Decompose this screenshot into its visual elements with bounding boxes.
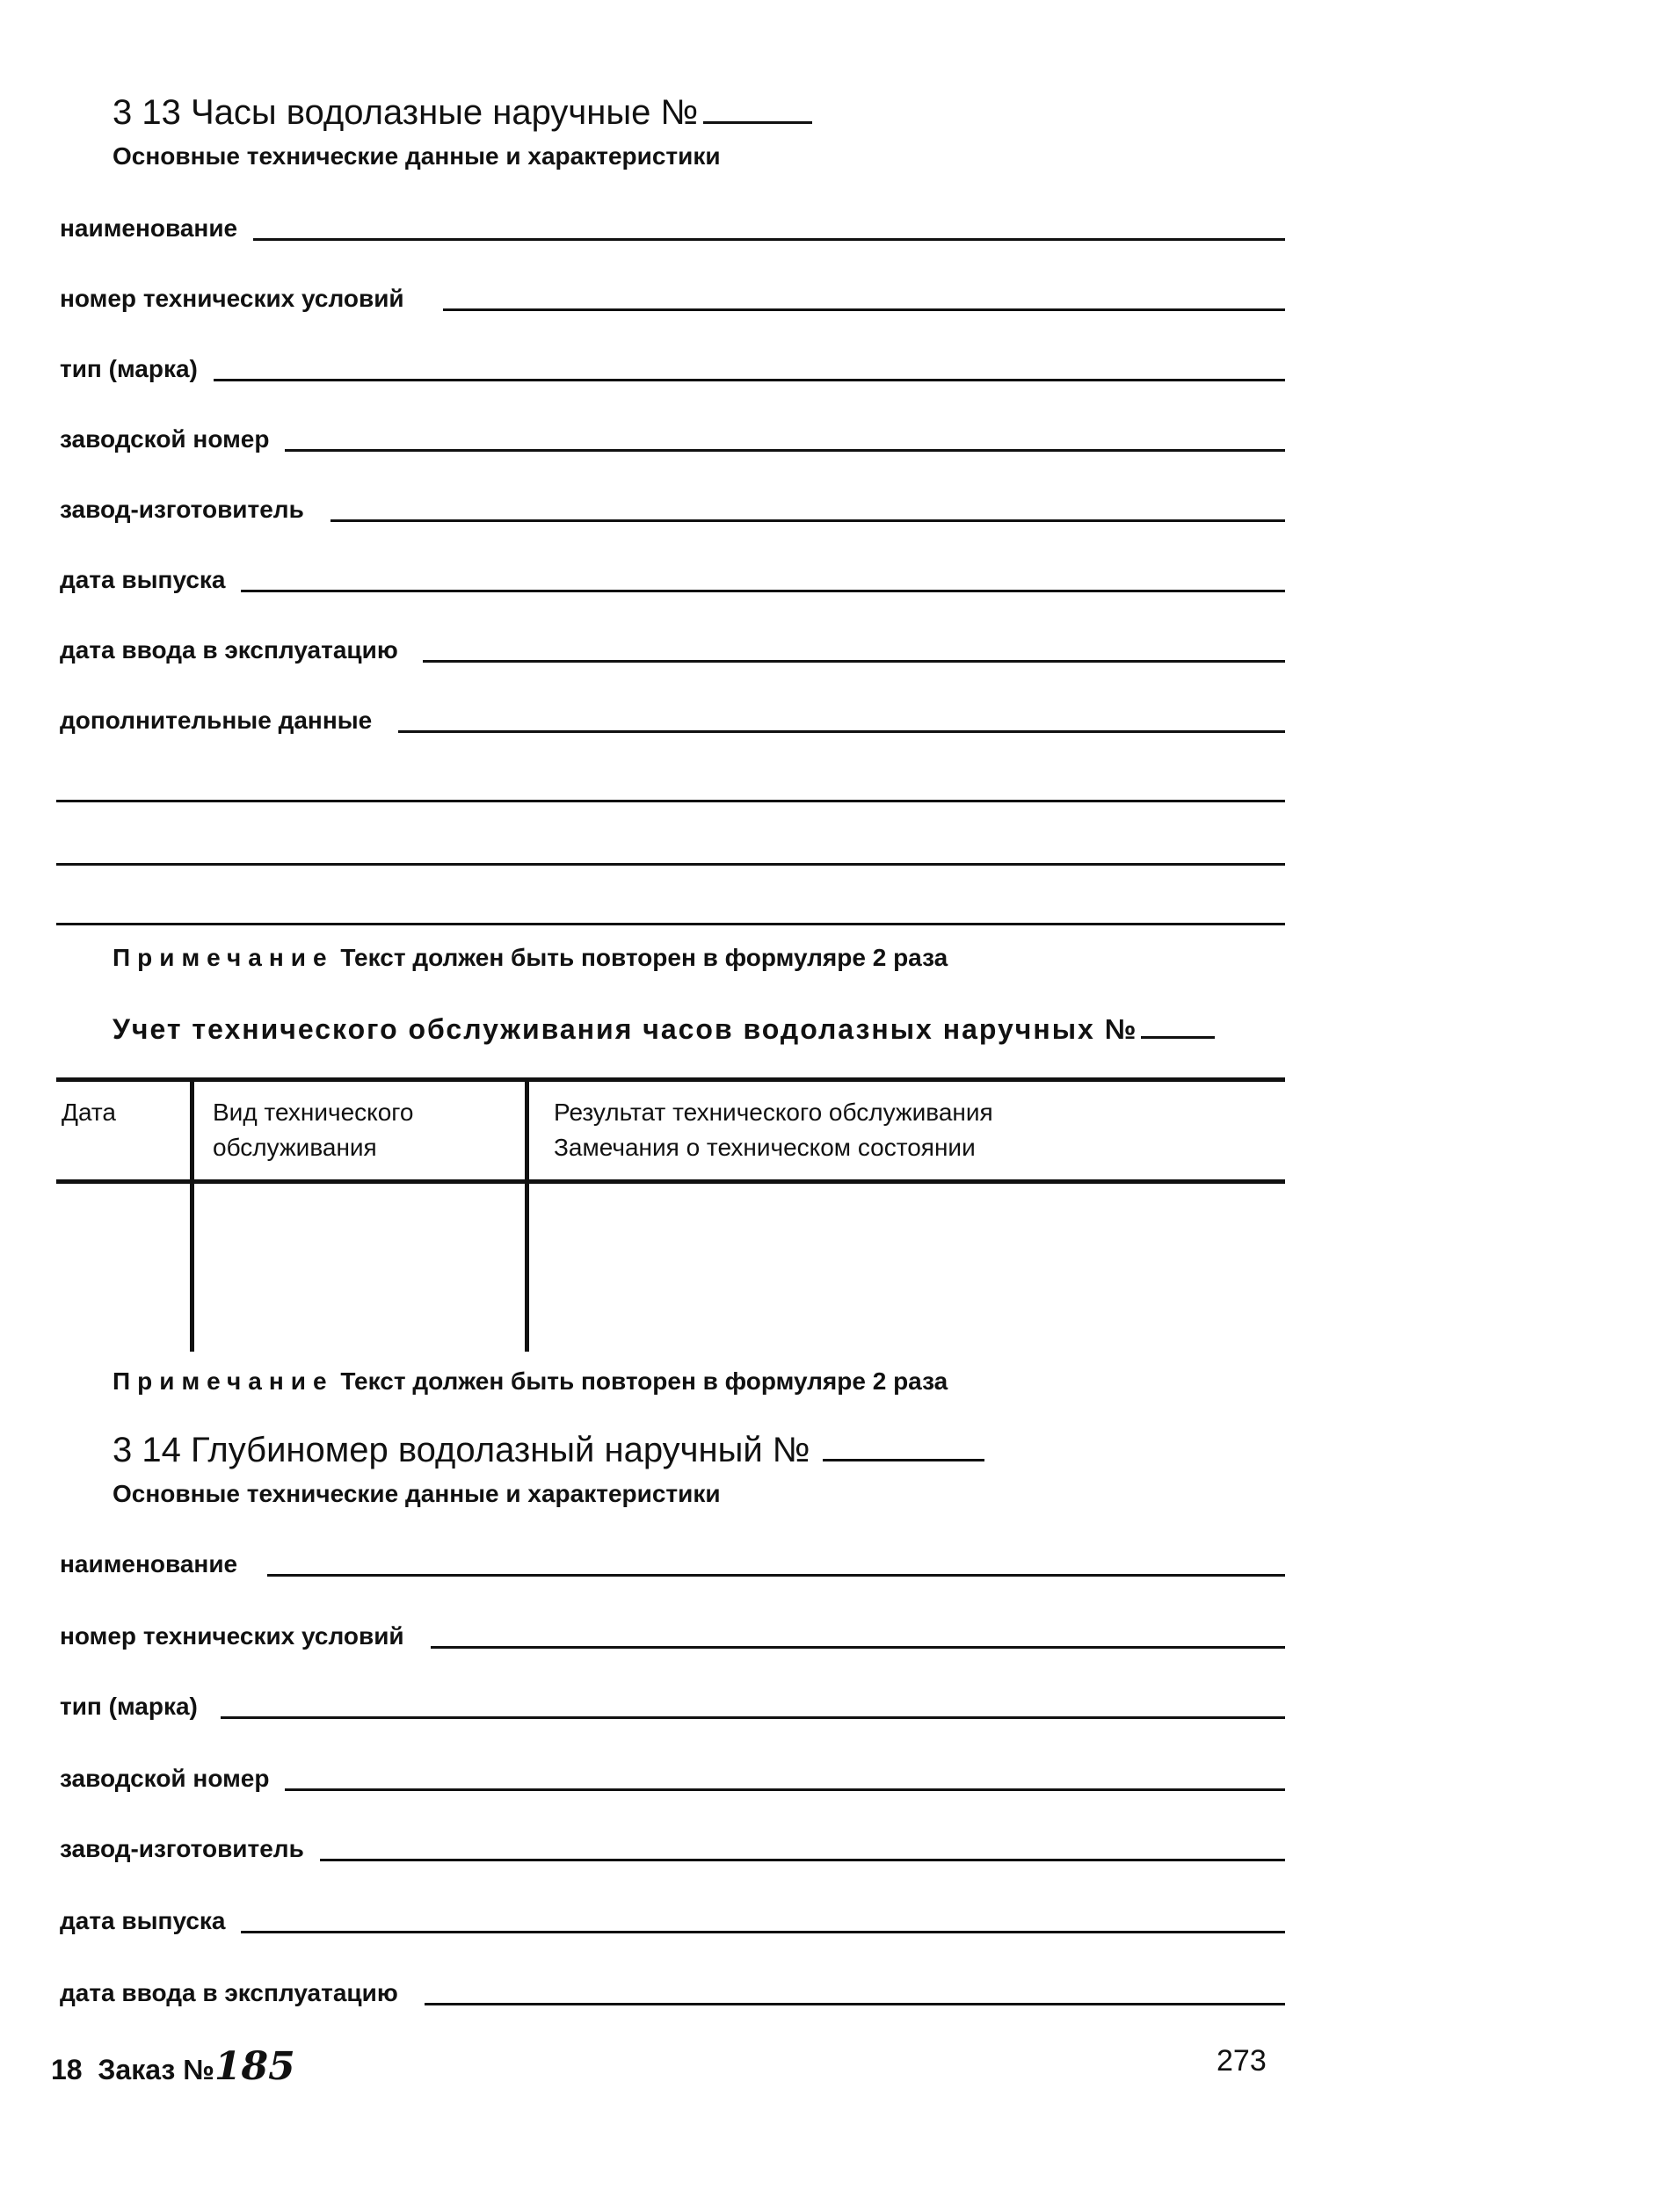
table-header-result bbox=[554, 1095, 993, 1165]
field-label: номер технических условий bbox=[60, 285, 404, 312]
field-label: дата выпуска bbox=[60, 566, 226, 593]
field-label: завод-изготовитель bbox=[60, 1835, 304, 1862]
fill-line[interactable] bbox=[267, 1574, 1285, 1577]
table-top-rule bbox=[56, 1077, 1285, 1082]
table-column-divider bbox=[190, 1077, 194, 1352]
note bbox=[113, 1367, 948, 1396]
number-blank[interactable] bbox=[703, 121, 812, 124]
field-label: дата ввода в эксплуатацию bbox=[60, 636, 398, 664]
fill-line[interactable] bbox=[431, 1646, 1285, 1649]
field-type[interactable] bbox=[60, 1686, 1285, 1721]
fill-line[interactable] bbox=[241, 590, 1285, 592]
table-cell-date[interactable] bbox=[56, 1185, 188, 1352]
order-number-handwritten: 185 bbox=[214, 2044, 295, 2089]
header-line: Дата bbox=[62, 1099, 117, 1126]
note-word: Примечание bbox=[113, 1367, 334, 1395]
field-serial-number[interactable] bbox=[60, 418, 1285, 453]
field-label: заводской номер bbox=[60, 425, 270, 453]
field-label: наименование bbox=[60, 1550, 238, 1577]
footer-imprint bbox=[51, 2044, 295, 2089]
field-label: завод-изготовитель bbox=[60, 496, 304, 523]
table-header-rule bbox=[56, 1179, 1285, 1184]
order-label: Заказ № bbox=[98, 2054, 214, 2085]
header-line: Замечания о техническом состоянии bbox=[554, 1134, 976, 1161]
section-subheading: Основные технические данные и характеристики bbox=[113, 142, 721, 170]
number-blank[interactable] bbox=[823, 1459, 984, 1461]
field-label: дополнительные данные bbox=[60, 707, 373, 734]
note bbox=[113, 944, 948, 972]
field-release-date[interactable] bbox=[60, 559, 1285, 594]
fill-line[interactable] bbox=[241, 1931, 1285, 1933]
fill-line[interactable] bbox=[320, 1859, 1285, 1861]
table-header-date bbox=[62, 1095, 116, 1130]
table-cell-result[interactable] bbox=[531, 1185, 1285, 1352]
header-line: Результат технического обслуживания bbox=[554, 1099, 993, 1126]
blank-line[interactable] bbox=[56, 863, 1285, 866]
field-label: наименование bbox=[60, 214, 238, 242]
fill-line[interactable] bbox=[443, 308, 1285, 311]
fill-line[interactable] bbox=[423, 660, 1285, 663]
fill-line[interactable] bbox=[214, 379, 1285, 381]
blank-line[interactable] bbox=[56, 800, 1285, 802]
field-label: дата выпуска bbox=[60, 1907, 226, 1934]
page-number: 273 bbox=[1217, 2044, 1267, 2078]
field-commissioning-date[interactable] bbox=[60, 629, 1285, 664]
field-commissioning-date[interactable] bbox=[60, 1972, 1285, 2007]
fill-line[interactable] bbox=[221, 1716, 1285, 1719]
fill-line[interactable] bbox=[285, 1788, 1285, 1791]
field-tech-conditions[interactable] bbox=[60, 278, 1285, 313]
field-serial-number[interactable] bbox=[60, 1758, 1285, 1793]
field-name[interactable] bbox=[60, 207, 1285, 243]
field-label: заводской номер bbox=[60, 1765, 270, 1792]
section-heading bbox=[113, 1431, 984, 1470]
field-release-date[interactable] bbox=[60, 1900, 1285, 1935]
fill-line[interactable] bbox=[330, 519, 1285, 522]
field-label: номер технических условий bbox=[60, 1622, 404, 1650]
field-manufacturer[interactable] bbox=[60, 489, 1285, 524]
section-heading-text: 3 14 Глубиномер водолазный наручный № bbox=[113, 1431, 810, 1469]
field-type[interactable] bbox=[60, 348, 1285, 383]
fill-line[interactable] bbox=[253, 238, 1285, 241]
field-label: дата ввода в эксплуатацию bbox=[60, 1979, 398, 2006]
table-cell-service-type[interactable] bbox=[195, 1185, 522, 1352]
section-heading-text: 3 13 Часы водолазные наручные № bbox=[113, 93, 699, 132]
field-label: тип (марка) bbox=[60, 355, 198, 382]
fill-line[interactable] bbox=[398, 730, 1285, 733]
header-line: Вид технического bbox=[213, 1099, 414, 1126]
blank-line[interactable] bbox=[56, 923, 1285, 925]
header-line: обслуживания bbox=[213, 1134, 377, 1161]
maintenance-table bbox=[56, 1077, 1285, 1352]
fill-line[interactable] bbox=[425, 2003, 1285, 2005]
note-text: Текст должен быть повторен в формуляре 2 раза bbox=[340, 944, 948, 971]
field-label: тип (марка) bbox=[60, 1693, 198, 1720]
field-tech-conditions[interactable] bbox=[60, 1615, 1285, 1650]
note-word: Примечание bbox=[113, 944, 334, 971]
field-manufacturer[interactable] bbox=[60, 1828, 1285, 1863]
number-blank[interactable] bbox=[1141, 1036, 1215, 1039]
table-column-divider bbox=[525, 1077, 529, 1352]
section-subheading: Основные технические данные и характеристики bbox=[113, 1480, 721, 1507]
note-text: Текст должен быть повторен в формуляре 2 раза bbox=[340, 1367, 948, 1395]
maintenance-title-text: Учет технического обслуживания часов водолазных наручных № bbox=[113, 1013, 1138, 1045]
field-additional-data[interactable] bbox=[60, 700, 1285, 735]
sheet-number: 18 bbox=[51, 2054, 83, 2085]
maintenance-table-title bbox=[113, 1013, 1215, 1046]
field-name[interactable] bbox=[60, 1543, 1285, 1578]
fill-line[interactable] bbox=[285, 449, 1285, 452]
section-heading bbox=[113, 93, 812, 133]
table-header-service-type bbox=[213, 1095, 413, 1165]
